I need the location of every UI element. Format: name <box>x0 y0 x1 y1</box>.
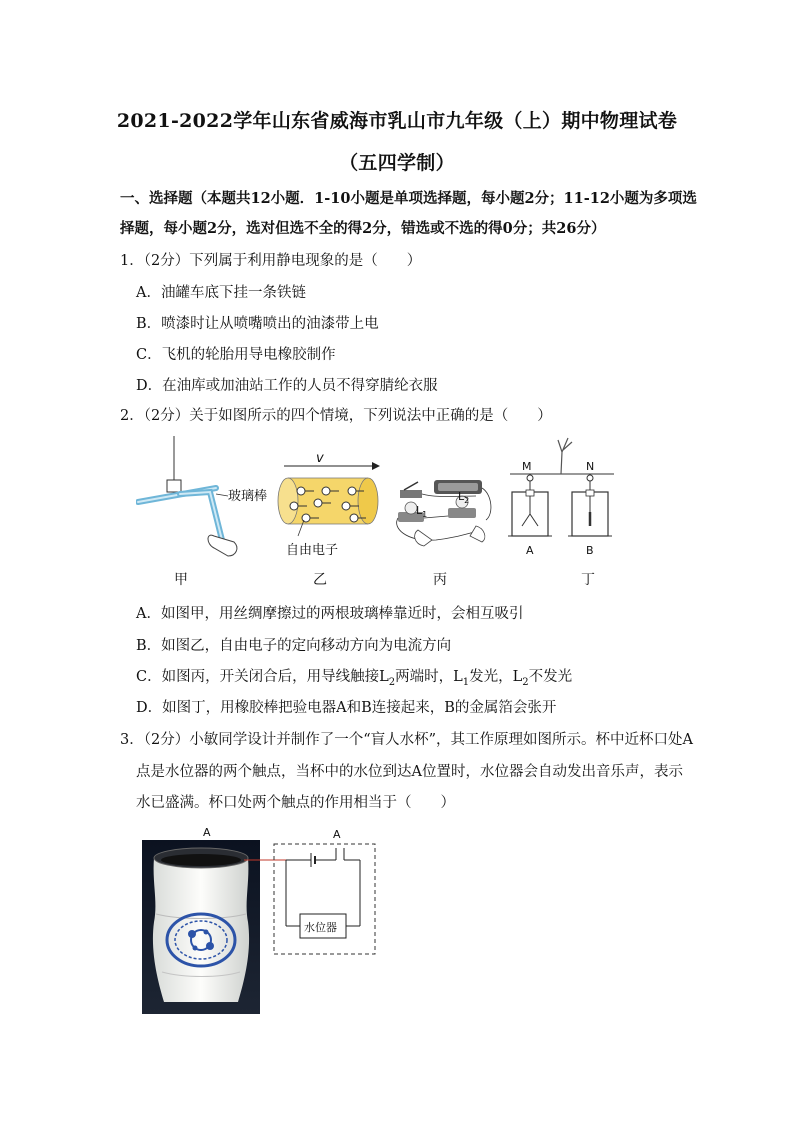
label-m: M <box>522 460 532 473</box>
q1-option-c: C．飞机的轮胎用导电橡胶制作 <box>136 347 336 363</box>
caption-jia: 甲 <box>174 572 188 588</box>
label-velocity: v <box>316 451 324 466</box>
q2-figure <box>136 436 626 586</box>
q2-option-b: B．如图乙，自由电子的定向移动方向为电流方向 <box>136 638 452 654</box>
q3-stem-line2: 点是水位器的两个触点，当杯中的水位到达A位置时，水位器会自动发出音乐声，表示 <box>136 764 683 780</box>
section-heading-line1: 一、选择题（本题共12小题．1-10小题是单项选择题，每小题2分；11-12小题为多项选 <box>120 190 697 207</box>
q2-option-d: D．如图丁，用橡胶棒把验电器A和B连接起来，B的金属箔会张开 <box>136 700 557 716</box>
label-l2: $L_2$ <box>458 490 470 505</box>
exam-title: 2021-2022学年山东省威海市乳山市九年级（上）期中物理试卷 <box>116 110 678 132</box>
figure-bing <box>397 480 491 546</box>
label-water-level-device: 水位器 <box>304 921 337 934</box>
section-heading-line2: 择题，每小题2分，选对但选不全的得2分，错选或不选的得0分；共26分） <box>120 220 606 237</box>
label-a-cup: A <box>203 826 211 839</box>
caption-yi: 乙 <box>313 572 327 588</box>
label-b-electroscope: B <box>586 544 594 557</box>
label-n: N <box>586 460 595 473</box>
caption-ding: 丁 <box>581 572 595 588</box>
caption-bing: 丙 <box>433 572 447 588</box>
q1-option-d: D．在油库或加油站工作的人员不得穿腈纶衣服 <box>136 378 438 394</box>
q1-option-b: B．喷漆时让从喷嘴喷出的油漆带上电 <box>136 316 379 332</box>
q3-stem-line1: 3．（2分）小敏同学设计并制作了一个“盲人水杯”，其工作原理如图所示。杯中近杯口处A <box>120 732 693 748</box>
q2-option-a: A．如图甲，用丝绸摩擦过的两根玻璃棒靠近时，会相互吸引 <box>136 606 524 622</box>
figure-jia <box>138 436 267 556</box>
cup-illustration <box>153 848 249 1002</box>
q2-option-c: C．如图丙，开关闭合后，用导线触接$L_2$两端时，$L_1$发光，$L_2$不发光 <box>136 669 573 688</box>
label-a-circuit: A <box>333 828 341 841</box>
q2-stem: 2．（2分）关于如图所示的四个情境，下列说法中正确的是（ ） <box>120 408 552 424</box>
q3-figure <box>140 822 385 1018</box>
exam-subtitle: （五四学制） <box>339 152 455 174</box>
figure-yi <box>278 451 380 558</box>
label-l1: $L_1$ <box>416 504 428 519</box>
q1-stem: 1．（2分）下列属于利用静电现象的是（ ） <box>120 253 422 269</box>
label-glass-rod: 玻璃棒 <box>228 489 268 504</box>
label-a-electroscope: A <box>526 544 534 557</box>
q1-option-a: A．油罐车底下挂一条铁链 <box>136 285 306 301</box>
label-free-electron: 自由电子 <box>286 543 339 558</box>
q3-stem-line3: 水已盛满。杯口处两个触点的作用相当于（ ） <box>136 795 455 811</box>
figure-ding <box>508 438 614 557</box>
